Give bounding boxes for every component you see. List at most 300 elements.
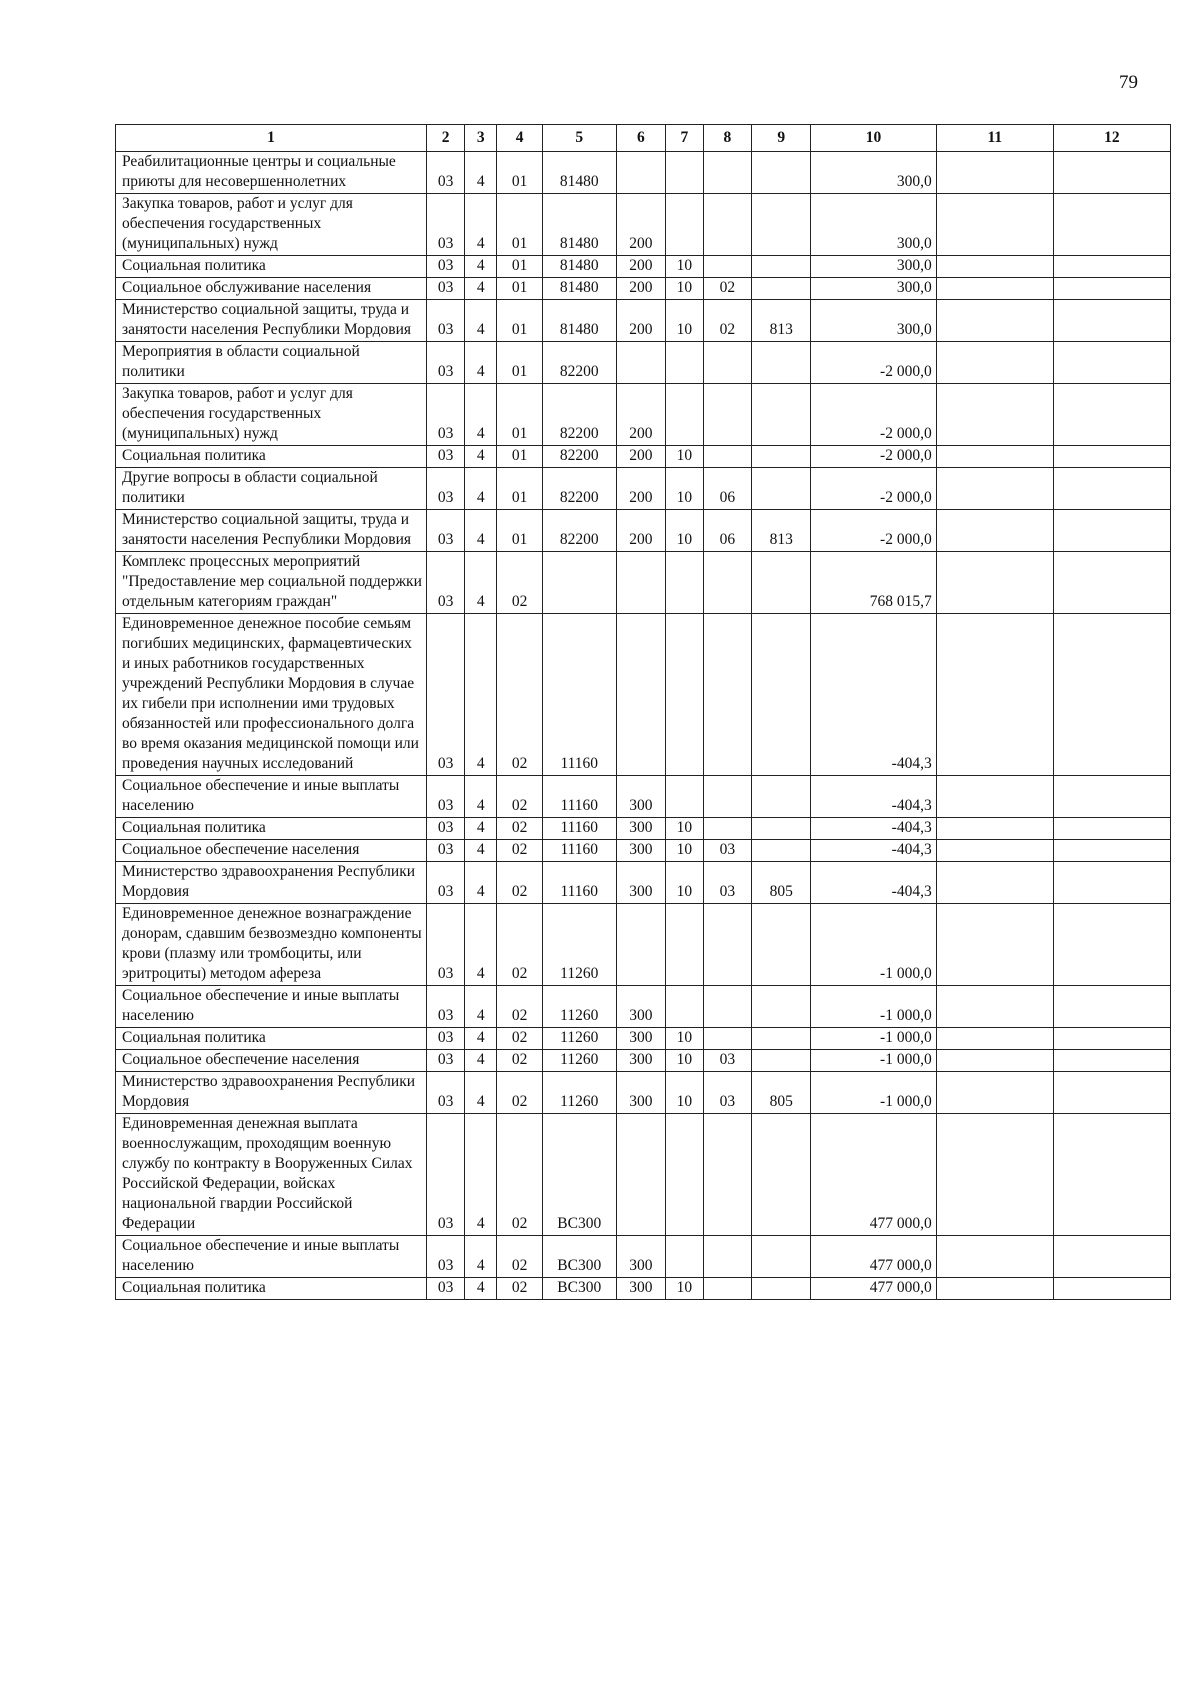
- subdivision-cell: [703, 256, 752, 278]
- table-row: [116, 1114, 1171, 1236]
- expense-type-cell: 300: [616, 1278, 666, 1300]
- expense-type-cell: 200: [616, 300, 666, 342]
- expense-type-cell: [616, 904, 666, 986]
- ministry-code-cell: 813: [752, 300, 811, 342]
- section-code-cell: 03: [426, 384, 464, 446]
- column-11-cell: [936, 776, 1053, 818]
- column-11-cell: [936, 256, 1053, 278]
- column-header: 4: [497, 125, 543, 152]
- column-11-cell: [936, 1114, 1053, 1236]
- division-cell: [666, 342, 703, 384]
- subdivision-cell: 03: [703, 840, 752, 862]
- amount-cell: 300,0: [811, 152, 936, 194]
- subsection-code-cell: 4: [465, 384, 497, 446]
- target-code-cell: 11160: [542, 840, 616, 862]
- target-code-cell: 11160: [542, 776, 616, 818]
- division-cell: [666, 384, 703, 446]
- amount-cell: -1 000,0: [811, 1050, 936, 1072]
- amount-cell: -404,3: [811, 776, 936, 818]
- subsection-code-cell: 4: [465, 510, 497, 552]
- amount-cell: -2 000,0: [811, 468, 936, 510]
- row-name-cell: Единовременное денежное вознаграждение донорам, сдавшим безвозмездно компоненты крови (плазму или тромбоциты, или эритроциты) методом афереза: [116, 904, 427, 986]
- column-12-cell: [1053, 152, 1170, 194]
- section-code-cell: 03: [426, 194, 464, 256]
- subdivision-cell: [703, 904, 752, 986]
- subdivision-cell: [703, 446, 752, 468]
- amount-cell: 477 000,0: [811, 1114, 936, 1236]
- expense-type-cell: [616, 614, 666, 776]
- ministry-code-cell: [752, 1278, 811, 1300]
- expense-type-cell: 200: [616, 384, 666, 446]
- subdivision-cell: [703, 552, 752, 614]
- section-code-cell: 03: [426, 552, 464, 614]
- subsection-code-cell: 4: [465, 1072, 497, 1114]
- division-cell: 10: [666, 862, 703, 904]
- table-header: [116, 125, 1171, 152]
- section-code-cell: 03: [426, 256, 464, 278]
- amount-cell: -404,3: [811, 840, 936, 862]
- table-row: [116, 510, 1171, 552]
- subsection-code-cell: 4: [465, 446, 497, 468]
- section-code-cell: 03: [426, 468, 464, 510]
- division-cell: [666, 1236, 703, 1278]
- subsection-code-cell: 4: [465, 256, 497, 278]
- table-row: [116, 1028, 1171, 1050]
- division-cell: [666, 552, 703, 614]
- subdivision-cell: 02: [703, 278, 752, 300]
- subdivision-cell: [703, 342, 752, 384]
- column-12-cell: [1053, 510, 1170, 552]
- section-code-cell: 03: [426, 1028, 464, 1050]
- target-code-cell: 82200: [542, 384, 616, 446]
- section-code-cell: 03: [426, 510, 464, 552]
- section-code-cell: 03: [426, 1050, 464, 1072]
- ministry-code-cell: [752, 840, 811, 862]
- ministry-code-cell: [752, 614, 811, 776]
- ministry-code-cell: [752, 342, 811, 384]
- division-cell: 10: [666, 840, 703, 862]
- column-12-cell: [1053, 278, 1170, 300]
- subsection-code-cell: 4: [465, 468, 497, 510]
- row-name-cell: Социальное обеспечение населения: [116, 840, 427, 862]
- subdivision-cell: [703, 1278, 752, 1300]
- program-code-cell: 02: [497, 776, 543, 818]
- subdivision-cell: [703, 614, 752, 776]
- section-code-cell: 03: [426, 986, 464, 1028]
- column-12-cell: [1053, 384, 1170, 446]
- division-cell: 10: [666, 278, 703, 300]
- column-11-cell: [936, 194, 1053, 256]
- amount-cell: -2 000,0: [811, 384, 936, 446]
- column-12-cell: [1053, 468, 1170, 510]
- subdivision-cell: [703, 986, 752, 1028]
- table-row: [116, 614, 1171, 776]
- column-11-cell: [936, 862, 1053, 904]
- page-number: 79: [1119, 72, 1138, 93]
- table-row: [116, 1278, 1171, 1300]
- column-11-cell: [936, 904, 1053, 986]
- column-11-cell: [936, 818, 1053, 840]
- division-cell: 10: [666, 1278, 703, 1300]
- subsection-code-cell: 4: [465, 1050, 497, 1072]
- table-row: [116, 446, 1171, 468]
- ministry-code-cell: [752, 1236, 811, 1278]
- table-row: [116, 342, 1171, 384]
- subsection-code-cell: 4: [465, 1278, 497, 1300]
- ministry-code-cell: [752, 468, 811, 510]
- table-row: [116, 552, 1171, 614]
- column-12-cell: [1053, 1114, 1170, 1236]
- division-cell: [666, 904, 703, 986]
- column-11-cell: [936, 614, 1053, 776]
- subsection-code-cell: 4: [465, 840, 497, 862]
- division-cell: [666, 1114, 703, 1236]
- subdivision-cell: [703, 384, 752, 446]
- target-code-cell: 11260: [542, 1028, 616, 1050]
- column-header: 10: [811, 125, 936, 152]
- column-11-cell: [936, 1236, 1053, 1278]
- division-cell: [666, 986, 703, 1028]
- target-code-cell: ВС300: [542, 1114, 616, 1236]
- column-11-cell: [936, 1072, 1053, 1114]
- program-code-cell: 02: [497, 1278, 543, 1300]
- target-code-cell: 81480: [542, 194, 616, 256]
- subsection-code-cell: 4: [465, 300, 497, 342]
- program-code-cell: 01: [497, 384, 543, 446]
- column-11-cell: [936, 1050, 1053, 1072]
- expense-type-cell: [616, 1114, 666, 1236]
- target-code-cell: ВС300: [542, 1278, 616, 1300]
- row-name-cell: Социальная политика: [116, 256, 427, 278]
- column-header: 1: [116, 125, 427, 152]
- row-name-cell: Единовременная денежная выплата военнослужащим, проходящим военную службу по контракту в Вооруженных Силах Российской Федерации, войсках национальной гвардии Российской Федерации: [116, 1114, 427, 1236]
- table-row: [116, 468, 1171, 510]
- column-11-cell: [936, 468, 1053, 510]
- expense-type-cell: 300: [616, 818, 666, 840]
- subsection-code-cell: 4: [465, 818, 497, 840]
- expense-type-cell: 300: [616, 986, 666, 1028]
- subdivision-cell: 03: [703, 862, 752, 904]
- program-code-cell: 02: [497, 840, 543, 862]
- column-11-cell: [936, 384, 1053, 446]
- amount-cell: -404,3: [811, 862, 936, 904]
- column-12-cell: [1053, 1050, 1170, 1072]
- column-12-cell: [1053, 818, 1170, 840]
- division-cell: 10: [666, 510, 703, 552]
- column-12-cell: [1053, 986, 1170, 1028]
- row-name-cell: Социальное обеспечение и иные выплаты населению: [116, 776, 427, 818]
- subsection-code-cell: 4: [465, 776, 497, 818]
- table-row: [116, 256, 1171, 278]
- row-name-cell: Министерство здравоохранения Республики Мордовия: [116, 1072, 427, 1114]
- subsection-code-cell: 4: [465, 986, 497, 1028]
- amount-cell: -1 000,0: [811, 986, 936, 1028]
- subdivision-cell: [703, 818, 752, 840]
- division-cell: 10: [666, 256, 703, 278]
- table-row: [116, 862, 1171, 904]
- row-name-cell: Социальное обеспечение и иные выплаты населению: [116, 986, 427, 1028]
- row-name-cell: Закупка товаров, работ и услуг для обеспечения государственных (муниципальных) нужд: [116, 194, 427, 256]
- column-header: 5: [542, 125, 616, 152]
- subsection-code-cell: 4: [465, 1236, 497, 1278]
- column-header: 11: [936, 125, 1053, 152]
- subsection-code-cell: 4: [465, 194, 497, 256]
- row-name-cell: Мероприятия в области социальной политики: [116, 342, 427, 384]
- column-11-cell: [936, 446, 1053, 468]
- division-cell: 10: [666, 468, 703, 510]
- program-code-cell: 02: [497, 862, 543, 904]
- target-code-cell: 11260: [542, 986, 616, 1028]
- table-row: [116, 152, 1171, 194]
- ministry-code-cell: [752, 1114, 811, 1236]
- target-code-cell: 81480: [542, 278, 616, 300]
- amount-cell: -404,3: [811, 818, 936, 840]
- program-code-cell: 01: [497, 468, 543, 510]
- row-name-cell: Единовременное денежное пособие семьям погибших медицинских, фармацевтических и иных работников государственных учреждений Республики Мордовия в случае их гибели при исполнении ими трудовых обязанностей или профессионального долга во время оказания медицинской помощи или проведения научных исследований: [116, 614, 427, 776]
- amount-cell: -1 000,0: [811, 1028, 936, 1050]
- header-row: [116, 125, 1171, 152]
- table-row: [116, 840, 1171, 862]
- column-header: 2: [426, 125, 464, 152]
- target-code-cell: 11160: [542, 614, 616, 776]
- section-code-cell: 03: [426, 1114, 464, 1236]
- column-12-cell: [1053, 1278, 1170, 1300]
- section-code-cell: 03: [426, 840, 464, 862]
- target-code-cell: [542, 552, 616, 614]
- amount-cell: 477 000,0: [811, 1278, 936, 1300]
- row-name-cell: Другие вопросы в области социальной политики: [116, 468, 427, 510]
- subsection-code-cell: 4: [465, 1028, 497, 1050]
- column-12-cell: [1053, 446, 1170, 468]
- column-11-cell: [936, 1278, 1053, 1300]
- column-12-cell: [1053, 776, 1170, 818]
- column-header: 7: [666, 125, 703, 152]
- expense-type-cell: 300: [616, 1050, 666, 1072]
- expense-type-cell: 300: [616, 776, 666, 818]
- section-code-cell: 03: [426, 818, 464, 840]
- row-name-cell: Социальное обслуживание населения: [116, 278, 427, 300]
- target-code-cell: ВС300: [542, 1236, 616, 1278]
- subdivision-cell: [703, 1114, 752, 1236]
- ministry-code-cell: [752, 446, 811, 468]
- target-code-cell: 82200: [542, 510, 616, 552]
- target-code-cell: 11260: [542, 1050, 616, 1072]
- ministry-code-cell: [752, 194, 811, 256]
- table-row: [116, 904, 1171, 986]
- expense-type-cell: [616, 342, 666, 384]
- expense-type-cell: 200: [616, 510, 666, 552]
- subdivision-cell: [703, 1236, 752, 1278]
- program-code-cell: 02: [497, 1114, 543, 1236]
- section-code-cell: 03: [426, 1072, 464, 1114]
- ministry-code-cell: [752, 776, 811, 818]
- section-code-cell: 03: [426, 904, 464, 986]
- program-code-cell: 01: [497, 152, 543, 194]
- column-12-cell: [1053, 614, 1170, 776]
- target-code-cell: 11160: [542, 818, 616, 840]
- program-code-cell: 01: [497, 510, 543, 552]
- column-11-cell: [936, 300, 1053, 342]
- program-code-cell: 02: [497, 986, 543, 1028]
- division-cell: 10: [666, 818, 703, 840]
- table-row: [116, 818, 1171, 840]
- table-row: [116, 194, 1171, 256]
- section-code-cell: 03: [426, 776, 464, 818]
- ministry-code-cell: [752, 1050, 811, 1072]
- column-12-cell: [1053, 1236, 1170, 1278]
- column-12-cell: [1053, 862, 1170, 904]
- division-cell: 10: [666, 300, 703, 342]
- division-cell: 10: [666, 1072, 703, 1114]
- amount-cell: 477 000,0: [811, 1236, 936, 1278]
- row-name-cell: Министерство социальной защиты, труда и занятости населения Республики Мордовия: [116, 510, 427, 552]
- division-cell: 10: [666, 1028, 703, 1050]
- column-11-cell: [936, 152, 1053, 194]
- table-row: [116, 300, 1171, 342]
- column-12-cell: [1053, 342, 1170, 384]
- program-code-cell: 02: [497, 818, 543, 840]
- subsection-code-cell: 4: [465, 278, 497, 300]
- table-body: [116, 152, 1171, 1300]
- target-code-cell: 11160: [542, 862, 616, 904]
- expense-type-cell: 200: [616, 468, 666, 510]
- row-name-cell: Социальная политика: [116, 446, 427, 468]
- subsection-code-cell: 4: [465, 152, 497, 194]
- column-12-cell: [1053, 1028, 1170, 1050]
- table-row: [116, 986, 1171, 1028]
- column-11-cell: [936, 986, 1053, 1028]
- subdivision-cell: [703, 776, 752, 818]
- column-12-cell: [1053, 256, 1170, 278]
- division-cell: [666, 776, 703, 818]
- target-code-cell: 82200: [542, 342, 616, 384]
- division-cell: [666, 194, 703, 256]
- amount-cell: -2 000,0: [811, 510, 936, 552]
- column-header: 6: [616, 125, 666, 152]
- column-11-cell: [936, 510, 1053, 552]
- amount-cell: 300,0: [811, 194, 936, 256]
- subsection-code-cell: 4: [465, 1114, 497, 1236]
- column-12-cell: [1053, 300, 1170, 342]
- subsection-code-cell: 4: [465, 904, 497, 986]
- column-11-cell: [936, 278, 1053, 300]
- section-code-cell: 03: [426, 278, 464, 300]
- expense-type-cell: [616, 152, 666, 194]
- column-12-cell: [1053, 904, 1170, 986]
- subdivision-cell: 06: [703, 468, 752, 510]
- row-name-cell: Министерство социальной защиты, труда и занятости населения Республики Мордовия: [116, 300, 427, 342]
- section-code-cell: 03: [426, 614, 464, 776]
- amount-cell: 300,0: [811, 300, 936, 342]
- subdivision-cell: [703, 194, 752, 256]
- subsection-code-cell: 4: [465, 862, 497, 904]
- subdivision-cell: [703, 1028, 752, 1050]
- program-code-cell: 02: [497, 1028, 543, 1050]
- target-code-cell: 11260: [542, 1072, 616, 1114]
- section-code-cell: 03: [426, 1278, 464, 1300]
- program-code-cell: 01: [497, 342, 543, 384]
- division-cell: [666, 614, 703, 776]
- amount-cell: 768 015,7: [811, 552, 936, 614]
- amount-cell: -1 000,0: [811, 1072, 936, 1114]
- amount-cell: -1 000,0: [811, 904, 936, 986]
- division-cell: [666, 152, 703, 194]
- column-11-cell: [936, 342, 1053, 384]
- row-name-cell: Реабилитационные центры и социальные приюты для несовершеннолетних: [116, 152, 427, 194]
- subsection-code-cell: 4: [465, 552, 497, 614]
- row-name-cell: Комплекс процессных мероприятий "Предоставление мер социальной поддержки отдельным категориям граждан": [116, 552, 427, 614]
- row-name-cell: Социальное обеспечение населения: [116, 1050, 427, 1072]
- section-code-cell: 03: [426, 342, 464, 384]
- ministry-code-cell: [752, 552, 811, 614]
- amount-cell: 300,0: [811, 278, 936, 300]
- column-header: 3: [465, 125, 497, 152]
- row-name-cell: Социальное обеспечение и иные выплаты населению: [116, 1236, 427, 1278]
- column-12-cell: [1053, 840, 1170, 862]
- table-row: [116, 1236, 1171, 1278]
- expense-type-cell: [616, 552, 666, 614]
- table-row: [116, 1072, 1171, 1114]
- program-code-cell: 01: [497, 300, 543, 342]
- column-12-cell: [1053, 552, 1170, 614]
- ministry-code-cell: 805: [752, 1072, 811, 1114]
- amount-cell: -2 000,0: [811, 342, 936, 384]
- subdivision-cell: 02: [703, 300, 752, 342]
- row-name-cell: Закупка товаров, работ и услуг для обеспечения государственных (муниципальных) нужд: [116, 384, 427, 446]
- target-code-cell: 82200: [542, 468, 616, 510]
- ministry-code-cell: 805: [752, 862, 811, 904]
- amount-cell: 300,0: [811, 256, 936, 278]
- program-code-cell: 01: [497, 194, 543, 256]
- program-code-cell: 02: [497, 1236, 543, 1278]
- column-12-cell: [1053, 194, 1170, 256]
- section-code-cell: 03: [426, 152, 464, 194]
- target-code-cell: 11260: [542, 904, 616, 986]
- column-header: 8: [703, 125, 752, 152]
- program-code-cell: 01: [497, 256, 543, 278]
- program-code-cell: 02: [497, 904, 543, 986]
- table-row: [116, 776, 1171, 818]
- program-code-cell: 01: [497, 278, 543, 300]
- ministry-code-cell: 813: [752, 510, 811, 552]
- ministry-code-cell: [752, 278, 811, 300]
- row-name-cell: Министерство здравоохранения Республики Мордовия: [116, 862, 427, 904]
- division-cell: 10: [666, 446, 703, 468]
- column-12-cell: [1053, 1072, 1170, 1114]
- ministry-code-cell: [752, 904, 811, 986]
- program-code-cell: 01: [497, 446, 543, 468]
- expense-type-cell: 300: [616, 840, 666, 862]
- ministry-code-cell: [752, 256, 811, 278]
- row-name-cell: Социальная политика: [116, 818, 427, 840]
- expense-type-cell: 300: [616, 862, 666, 904]
- table-row: [116, 1050, 1171, 1072]
- ministry-code-cell: [752, 384, 811, 446]
- table-row: [116, 278, 1171, 300]
- expense-type-cell: 200: [616, 194, 666, 256]
- ministry-code-cell: [752, 818, 811, 840]
- expense-type-cell: 300: [616, 1028, 666, 1050]
- column-11-cell: [936, 1028, 1053, 1050]
- column-header: 12: [1053, 125, 1170, 152]
- program-code-cell: 02: [497, 614, 543, 776]
- column-11-cell: [936, 552, 1053, 614]
- expense-type-cell: 300: [616, 1072, 666, 1114]
- amount-cell: -404,3: [811, 614, 936, 776]
- column-header: 9: [752, 125, 811, 152]
- target-code-cell: 81480: [542, 300, 616, 342]
- ministry-code-cell: [752, 986, 811, 1028]
